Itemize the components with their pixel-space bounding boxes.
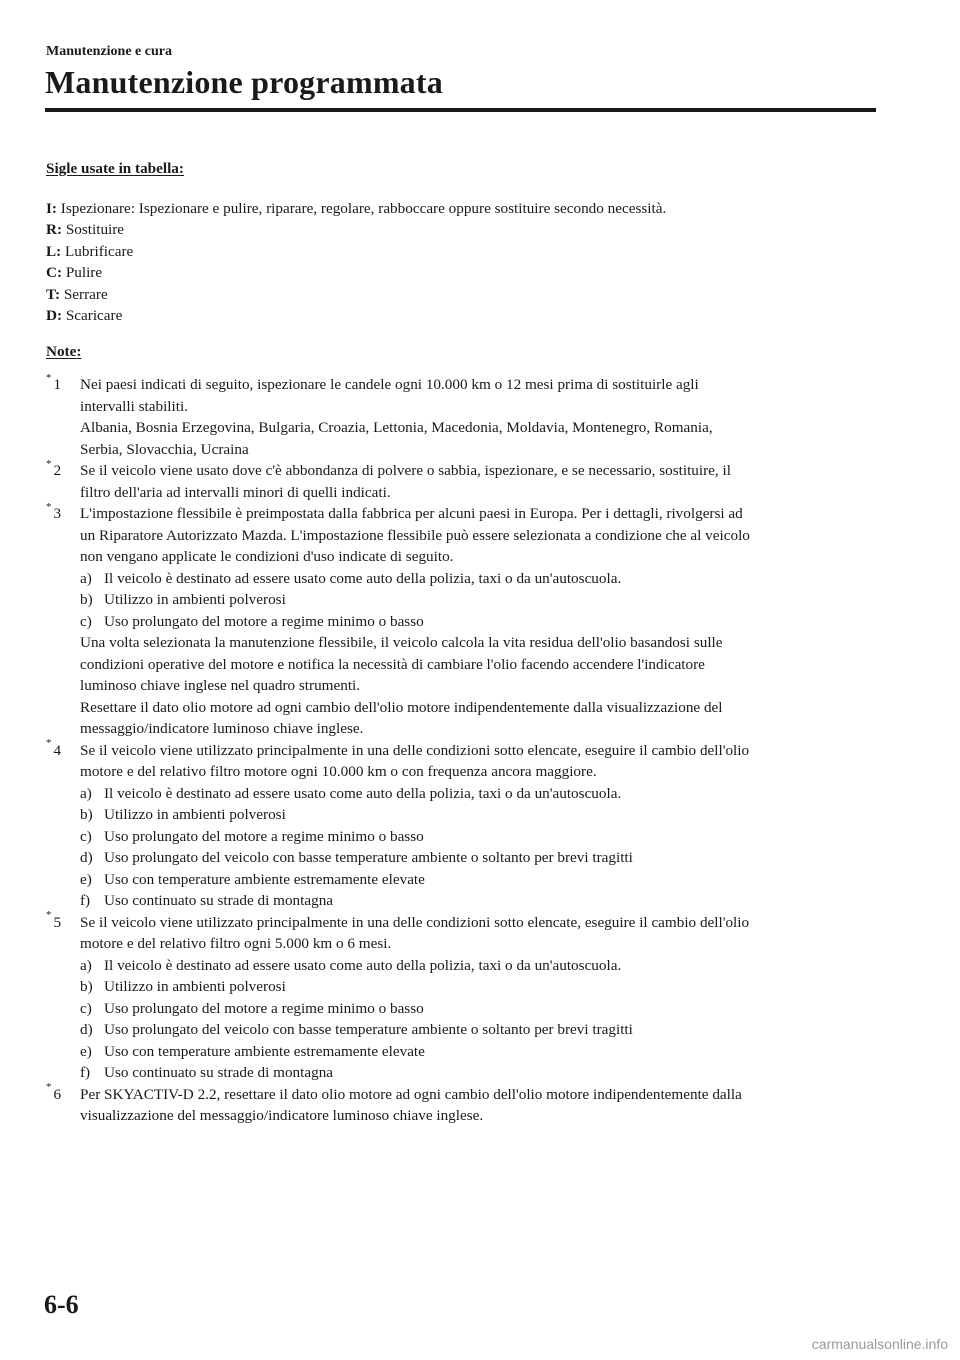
note-line: intervalli stabiliti. [80, 397, 188, 415]
item-label: e) [80, 870, 92, 888]
note-marker [46, 1081, 62, 1106]
note-2 [46, 457, 876, 503]
footnote-star: * [46, 457, 52, 470]
note-number: 1 [53, 376, 62, 393]
note-marker [46, 909, 62, 934]
note-line: filtro dell'aria ad intervalli minori di quelli indicati. [80, 483, 391, 501]
note-line: Per SKYACTIV-D 2.2, resettare il dato olio motore ad ogni cambio dell'olio motore indipendentemente dalla [80, 1085, 742, 1103]
legend-row [46, 241, 876, 263]
note-line: motore e del relativo filtro motore ogni 10.000 km o con frequenza ancora maggiore. [80, 763, 597, 780]
condition-item [80, 955, 876, 977]
title-rule [45, 108, 876, 112]
note-3 [46, 500, 876, 740]
footnote-star: * [46, 500, 52, 513]
legend-code: L: [46, 242, 62, 260]
item-text: Uso con temperature ambiente estremamente elevate [104, 1042, 425, 1060]
note-number: 4 [53, 741, 62, 759]
note-line: condizioni operative del motore e notifica la necessità di cambiare l'olio facendo accendere l'indicatore [80, 655, 705, 673]
note-marker [46, 737, 62, 762]
condition-item [80, 611, 876, 633]
item-label: f) [80, 892, 91, 909]
item-label: d) [80, 1021, 93, 1038]
item-text: Il veicolo è destinato ad essere usato come auto della polizia, taxi o da un'autoscuola. [104, 956, 622, 974]
item-label: f) [80, 1064, 91, 1081]
legend-row [46, 284, 876, 306]
note-line: un Riparatore Autorizzato Mazda. L'impostazione flessibile può essere selezionata a condizione che al veicolo [80, 526, 750, 544]
condition-item [80, 589, 876, 611]
item-text: Utilizzo in ambienti polverosi [104, 806, 286, 823]
note-1 [46, 371, 876, 460]
page-content [46, 158, 876, 1127]
condition-item [80, 783, 876, 805]
condition-item [80, 826, 876, 848]
legend-text: Scaricare [65, 307, 123, 324]
footnote-star: * [46, 1081, 52, 1094]
item-text: Uso prolungato del veicolo con basse temperature ambiente o soltanto per brevi tragitti [104, 849, 633, 866]
item-label: c) [80, 612, 92, 630]
item-label: c) [80, 999, 92, 1017]
legend-row [46, 198, 876, 220]
legend-code: I: [46, 199, 57, 217]
item-text: Uso prolungato del motore a regime minimo o basso [104, 999, 424, 1017]
note-line: Una volta selezionata la manutenzione flessibile, il veicolo calcola la vita residua dell'olio basandosi sulle [80, 634, 723, 651]
legend-text: Pulire [65, 264, 103, 281]
legend-code: T: [46, 285, 61, 303]
note-line: Resettare il dato olio motore ad ogni cambio dell'olio motore indipendentemente dalla visualizzazione del [80, 698, 723, 716]
note-line: Se il veicolo viene usato dove c'è abbondanza di polvere o sabbia, ispezionare, e se necessario, sostituire, il [80, 462, 731, 479]
item-label: c) [80, 827, 92, 845]
legend-row [46, 219, 876, 241]
item-text: Uso continuato su strade di montagna [104, 1064, 334, 1081]
note-line: Se il veicolo viene utilizzato principalmente in una delle condizioni sotto elencate, eseguire il cambio dell'olio [80, 741, 750, 759]
item-label: a) [80, 956, 92, 974]
item-text: Uso con temperature ambiente estremamente elevate [104, 870, 425, 888]
condition-item [80, 976, 876, 998]
item-text: Utilizzo in ambienti polverosi [104, 978, 286, 995]
item-label: d) [80, 849, 93, 866]
footnote-star: * [46, 909, 52, 922]
legend-text: Lubrificare [64, 242, 134, 260]
watermark: carmanualsonline.info [811, 1336, 948, 1352]
legend-row [46, 305, 876, 327]
legend-row [46, 262, 876, 284]
item-label: b) [80, 591, 93, 608]
condition-item [80, 847, 876, 869]
condition-item [80, 804, 876, 826]
legend-code: C: [46, 264, 63, 281]
abbreviations-legend [46, 198, 876, 327]
condition-item [80, 1041, 876, 1063]
item-text: Il veicolo è destinato ad essere usato come auto della polizia, taxi o da un'autoscuola. [104, 784, 622, 802]
note-line: Albania, Bosnia Erzegovina, Bulgaria, Croazia, Lettonia, Macedonia, Moldavia, Montenegro, Romania, [80, 419, 713, 436]
note-5 [46, 909, 876, 1084]
item-text: Il veicolo è destinato ad essere usato come auto della polizia, taxi o da un'autoscuola. [104, 569, 622, 587]
condition-item [80, 1062, 876, 1084]
abbreviations-heading: Sigle usate in tabella: [46, 160, 184, 177]
condition-item [80, 869, 876, 891]
note-line: non vengano applicate le condizioni d'uso indicate di seguito. [80, 548, 454, 565]
note-line: messaggio/indicatore luminoso chiave inglese. [80, 720, 364, 737]
legend-text: Ispezionare: Ispezionare e pulire, riparare, regolare, rabboccare oppure sostituire secondo necessità. [60, 199, 667, 217]
item-label: b) [80, 806, 93, 823]
condition-item [80, 998, 876, 1020]
note-line: Se il veicolo viene utilizzato principalmente in una delle condizioni sotto elencate, eseguire il cambio dell'olio [80, 913, 750, 931]
note-6 [46, 1081, 876, 1127]
item-text: Uso prolungato del veicolo con basse temperature ambiente o soltanto per brevi tragitti [104, 1021, 633, 1038]
condition-item [80, 890, 876, 912]
note-marker [46, 457, 62, 482]
item-text: Utilizzo in ambienti polverosi [104, 591, 286, 608]
note-number: 5 [53, 913, 62, 931]
footnote-star: * [46, 371, 52, 384]
note-line: Nei paesi indicati di seguito, ispezionare le candele ogni 10.000 km o 12 mesi prima di sostituirle agli [80, 376, 699, 393]
legend-text: Serrare [63, 285, 108, 303]
legend-code: D: [46, 307, 63, 324]
note-number: 2 [53, 462, 62, 479]
note-line: L'impostazione flessibile è preimpostata dalla fabbrica per alcuni paesi in Europa. Per i dettagli, rivolgersi ad [80, 505, 743, 522]
item-label: e) [80, 1042, 92, 1060]
note-line: motore e del relativo filtro ogni 5.000 km o 6 mesi. [80, 935, 392, 952]
item-text: Uso prolungato del motore a regime minimo o basso [104, 612, 424, 630]
note-marker [46, 371, 62, 396]
condition-item [80, 1019, 876, 1041]
note-4 [46, 737, 876, 912]
item-label: b) [80, 978, 93, 995]
note-number: 3 [53, 505, 62, 522]
item-text: Uso prolungato del motore a regime minimo o basso [104, 827, 424, 845]
note-marker [46, 500, 62, 525]
legend-code: R: [46, 221, 63, 238]
item-label: a) [80, 569, 92, 587]
page-number: 6-6 [44, 1290, 79, 1319]
note-number: 6 [53, 1085, 62, 1103]
note-line: visualizzazione del messaggio/indicatore luminoso chiave inglese. [80, 1107, 484, 1124]
note-line: luminoso chiave inglese nel quadro strumenti. [80, 677, 361, 694]
item-label: a) [80, 784, 92, 802]
section-name: Manutenzione e cura [46, 44, 172, 59]
condition-item [80, 568, 876, 590]
notes-heading: Note: [46, 342, 82, 360]
page-title: Manutenzione programmata [45, 64, 443, 100]
note-line: Serbia, Slovacchia, Ucraina [80, 440, 249, 458]
legend-text: Sostituire [65, 221, 125, 238]
item-text: Uso continuato su strade di montagna [104, 892, 334, 909]
footnote-star: * [46, 737, 52, 750]
